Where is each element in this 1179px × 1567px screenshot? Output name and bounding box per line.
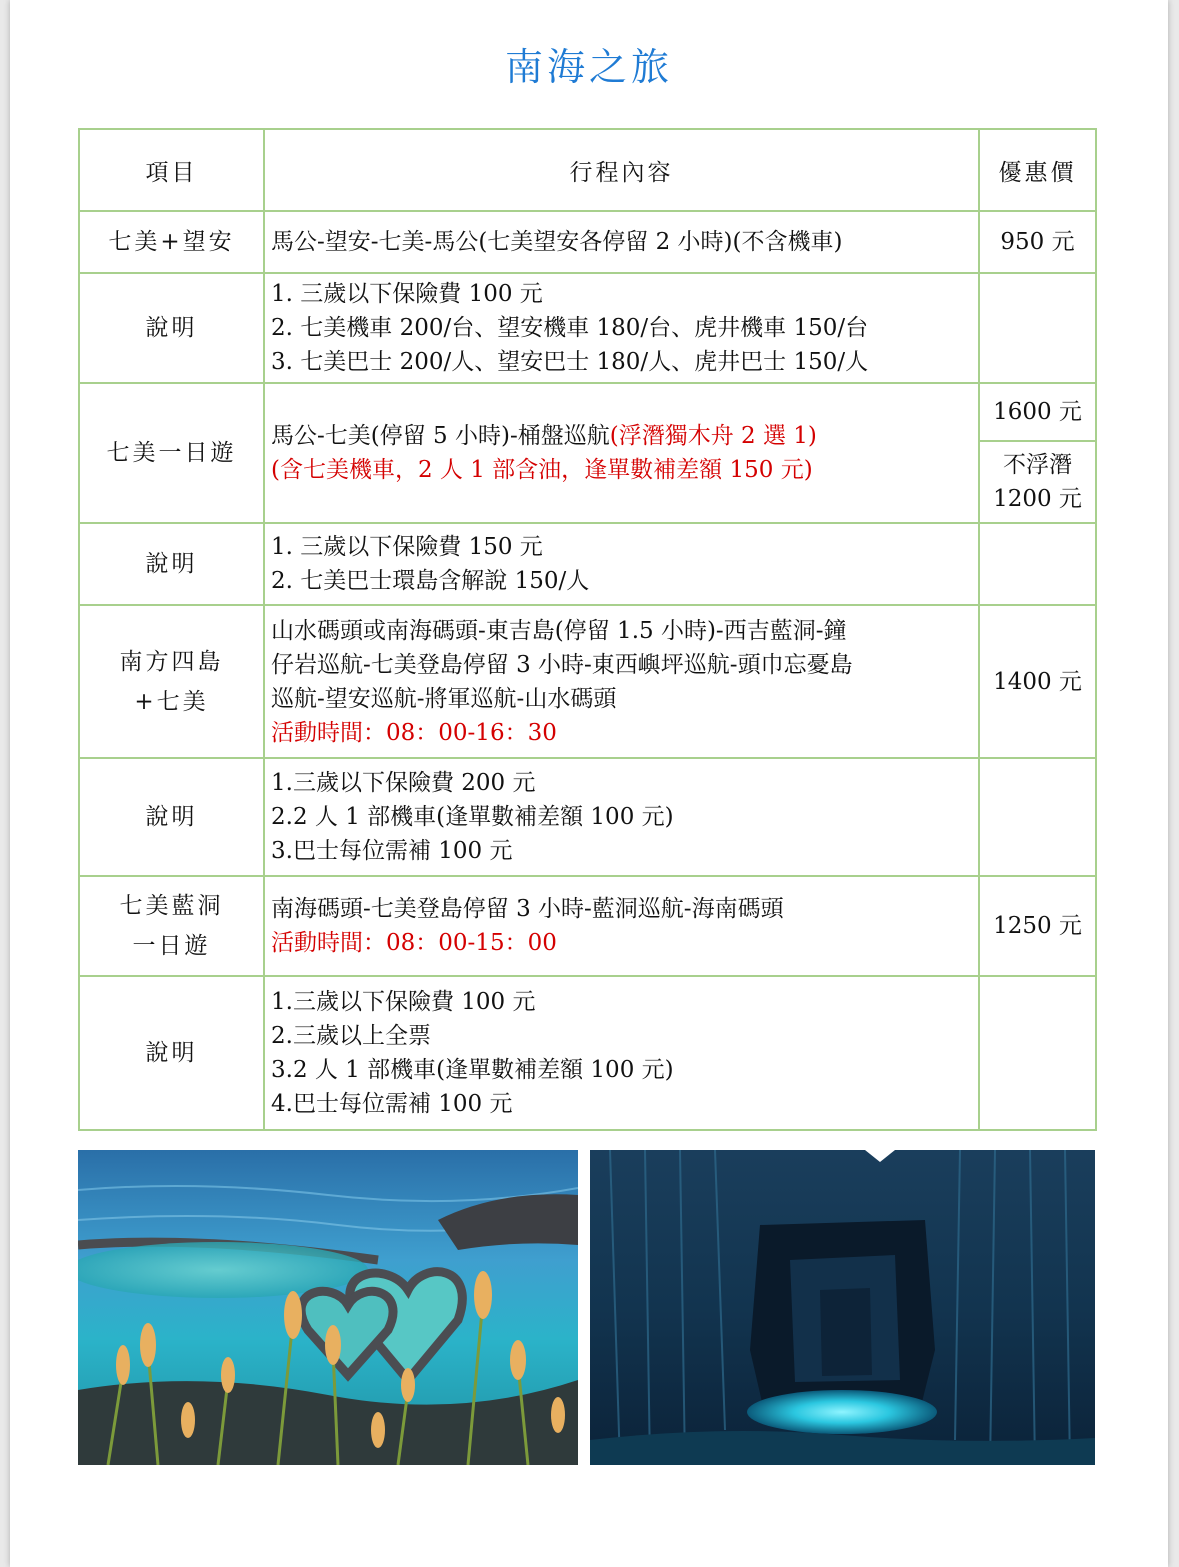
content-text: 馬公-七美(停留 5 小時)-桶盤巡航 <box>271 423 610 449</box>
row-price: 1250 元 <box>979 876 1096 976</box>
note-line: 2.三歲以上全票 <box>271 1023 431 1049</box>
item-line: 一日遊 <box>132 933 211 959</box>
row-item: 七美一日遊 <box>79 383 264 523</box>
notes-label: 說明 <box>79 273 264 383</box>
note-line: 3.2 人 1 部機車(逢單數補差額 100 元) <box>271 1057 674 1083</box>
content-line: 南海碼頭-七美登島停留 3 小時-藍洞巡航-海南碼頭 <box>271 896 784 922</box>
content-line: (含七美機車，2 人 1 部含油，逢單數補差額 150 元) <box>271 457 813 483</box>
table-row-notes <box>79 273 1096 383</box>
header-price: 優惠價 <box>979 129 1096 211</box>
note-line: 3.巴士每位需補 100 元 <box>271 838 513 864</box>
notes-content <box>264 273 979 383</box>
price-alt-label: 不浮潛 <box>1003 452 1072 478</box>
row-content <box>264 605 979 758</box>
page <box>10 0 1168 1567</box>
content-line <box>271 419 972 453</box>
table-row <box>79 876 1096 976</box>
content-line: 巡航-望安巡航-將軍巡航-山水碼頭 <box>271 685 617 712</box>
row-item <box>79 605 264 758</box>
note-line: 4.巴士每位需補 100 元 <box>271 1091 513 1117</box>
note-line: 1.三歲以下保險費 200 元 <box>271 770 536 796</box>
notes-content <box>264 523 979 605</box>
table-header-row <box>79 129 1096 211</box>
header-content: 行程內容 <box>264 129 979 211</box>
empty-price-cell <box>979 976 1096 1130</box>
notes-label: 說明 <box>79 523 264 605</box>
itinerary-table <box>78 128 1097 1131</box>
table-row <box>79 211 1096 273</box>
empty-price-cell <box>979 523 1096 605</box>
content-line: 山水碼頭或南海碼頭-東吉島(停留 1.5 小時)-西吉藍洞-鐘 <box>271 617 847 644</box>
row-item <box>79 876 264 976</box>
table-row-notes <box>79 976 1096 1130</box>
notes-content <box>264 976 979 1130</box>
blue-cave-photo <box>590 1150 1095 1465</box>
activity-time: 活動時間：08：00-16：30 <box>271 719 557 746</box>
table-row-notes <box>79 758 1096 876</box>
table-row <box>79 383 1096 441</box>
notes-label: 說明 <box>79 758 264 876</box>
note-line: 2.2 人 1 部機車(逢單數補差額 100 元) <box>271 804 674 830</box>
table-row <box>79 605 1096 758</box>
note-line: 2. 七美機車 200/台、望安機車 180/台、虎井機車 150/台 <box>271 315 869 341</box>
content-option: (浮潛獨木舟 2 選 1) <box>609 423 817 449</box>
empty-price-cell <box>979 758 1096 876</box>
header-item: 項目 <box>79 129 264 211</box>
note-line: 1. 三歲以下保險費 100 元 <box>271 281 543 307</box>
note-line: 2. 七美巴士環島含解說 150/人 <box>271 568 590 594</box>
item-line: +七美 <box>134 688 209 715</box>
note-line: 1.三歲以下保險費 100 元 <box>271 989 536 1015</box>
table-row-notes <box>79 523 1096 605</box>
price-alt-value: 1200 元 <box>993 486 1082 512</box>
activity-time: 活動時間：08：00-15：00 <box>271 930 557 956</box>
item-line: 南方四島 <box>119 648 224 675</box>
notes-label: 說明 <box>79 976 264 1130</box>
row-price: 950 元 <box>979 211 1096 273</box>
row-content: 馬公-望安-七美-馬公(七美望安各停留 2 小時)(不含機車) <box>264 211 979 273</box>
twin-hearts-stone-weir-photo <box>78 1150 578 1465</box>
row-price-alt <box>979 441 1096 523</box>
row-content <box>264 383 979 523</box>
photo-strip <box>78 1150 1095 1465</box>
row-price: 1600 元 <box>979 383 1096 441</box>
content-line: 仔岩巡航-七美登島停留 3 小時-東西嶼坪巡航-頭巾忘憂島 <box>271 651 853 678</box>
item-line: 七美藍洞 <box>119 893 224 919</box>
note-line: 1. 三歲以下保險費 150 元 <box>271 534 543 560</box>
row-price: 1400 元 <box>979 605 1096 758</box>
row-item: 七美+望安 <box>79 211 264 273</box>
empty-price-cell <box>979 273 1096 383</box>
notes-content <box>264 758 979 876</box>
note-line: 3. 七美巴士 200/人、望安巴士 180/人、虎井巴士 150/人 <box>271 349 869 375</box>
row-content <box>264 876 979 976</box>
page-title: 南海之旅 <box>504 45 673 89</box>
